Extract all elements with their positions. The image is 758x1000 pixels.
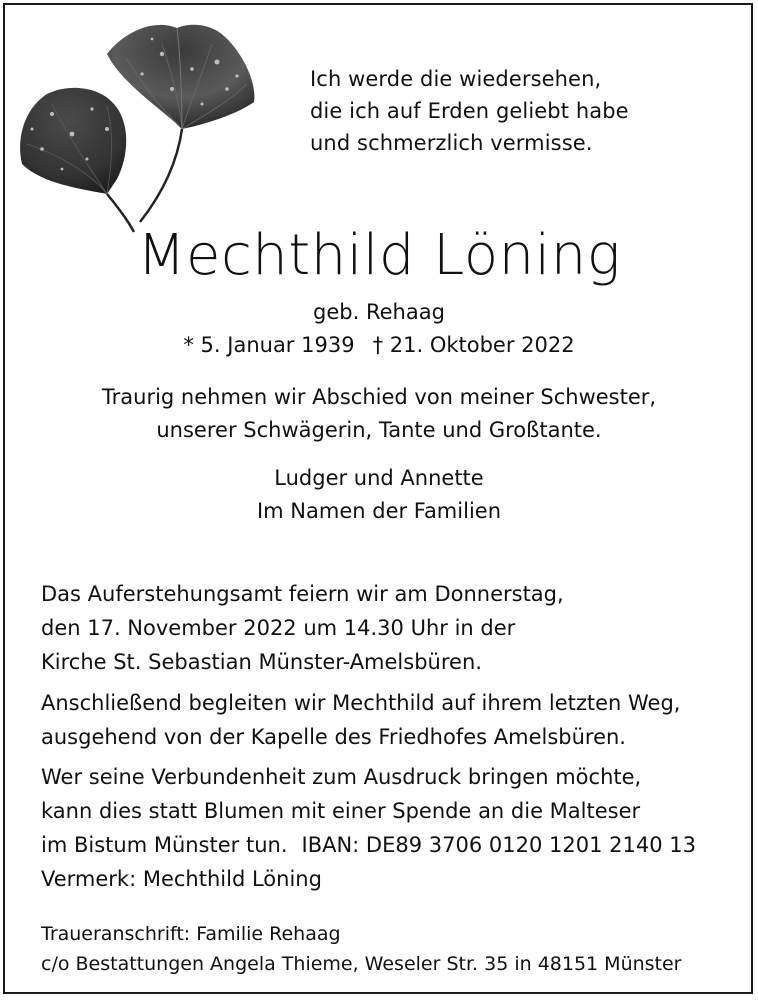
poem-line: und schmerzlich vermisse.: [310, 131, 593, 155]
signer-names: Ludger und Annette: [274, 466, 484, 490]
service-line: Kirche St. Sebastian Münster-Amelsbüren.: [41, 650, 482, 674]
ginkgo-leaf-lower: [20, 88, 134, 232]
donation-line: kann dies statt Blumen mit einer Spende an die Malteser: [41, 799, 641, 823]
poem-line: die ich auf Erden geliebt habe: [310, 99, 629, 123]
death-date: † 21. Oktober 2022: [372, 333, 575, 357]
service-line: den 17. November 2022 um 14.30 Uhr in der: [41, 616, 516, 640]
poem-line: Ich werde die wiedersehen,: [310, 67, 602, 91]
poem-quote: [310, 63, 629, 159]
mourning-address: [41, 919, 682, 979]
address-line: Traueranschrift: Familie Rehaag: [41, 923, 341, 945]
ginkgo-leaves-image: [12, 14, 262, 239]
birth-date: * 5. Januar 1939: [183, 333, 355, 357]
donation-paragraph: [41, 760, 741, 896]
donation-line: [41, 828, 741, 862]
signer-note: Im Namen der Familien: [256, 499, 502, 523]
burial-line: ausgehend von der Kapelle des Friedhofes Amelsbüren.: [41, 725, 626, 749]
signers: [0, 462, 758, 528]
life-dates: [0, 333, 758, 357]
maiden-name: geb. Rehaag: [313, 300, 445, 324]
donation-reference: Vermerk: Mechthild Löning: [41, 867, 322, 891]
address-line: c/o Bestattungen Angela Thieme, Weseler Str. 35 in 48151 Münster: [41, 953, 682, 975]
farewell-line: Traurig nehmen wir Abschied von meiner Schwester,: [101, 385, 657, 409]
burial-line: Anschließend begleiten wir Mechthild auf ihrem letzten Weg,: [41, 691, 681, 715]
burial-paragraph: [41, 686, 741, 754]
farewell-text: [0, 381, 758, 447]
service-line: Das Auferstehungsamt feiern wir am Donnerstag,: [41, 582, 564, 606]
donation-text: im Bistum Münster tun.: [41, 833, 288, 857]
service-paragraph: [41, 577, 741, 679]
donation-line: Wer seine Verbundenheit zum Ausdruck bringen möchte,: [41, 765, 642, 789]
iban: IBAN: DE89 3706 0120 1201 2140 13: [301, 833, 696, 857]
deceased-name: Mechthild Löning: [137, 223, 621, 288]
farewell-line: unserer Schwägerin, Tante und Großtante.: [156, 418, 602, 442]
ginkgo-leaf-upper: [107, 25, 254, 222]
